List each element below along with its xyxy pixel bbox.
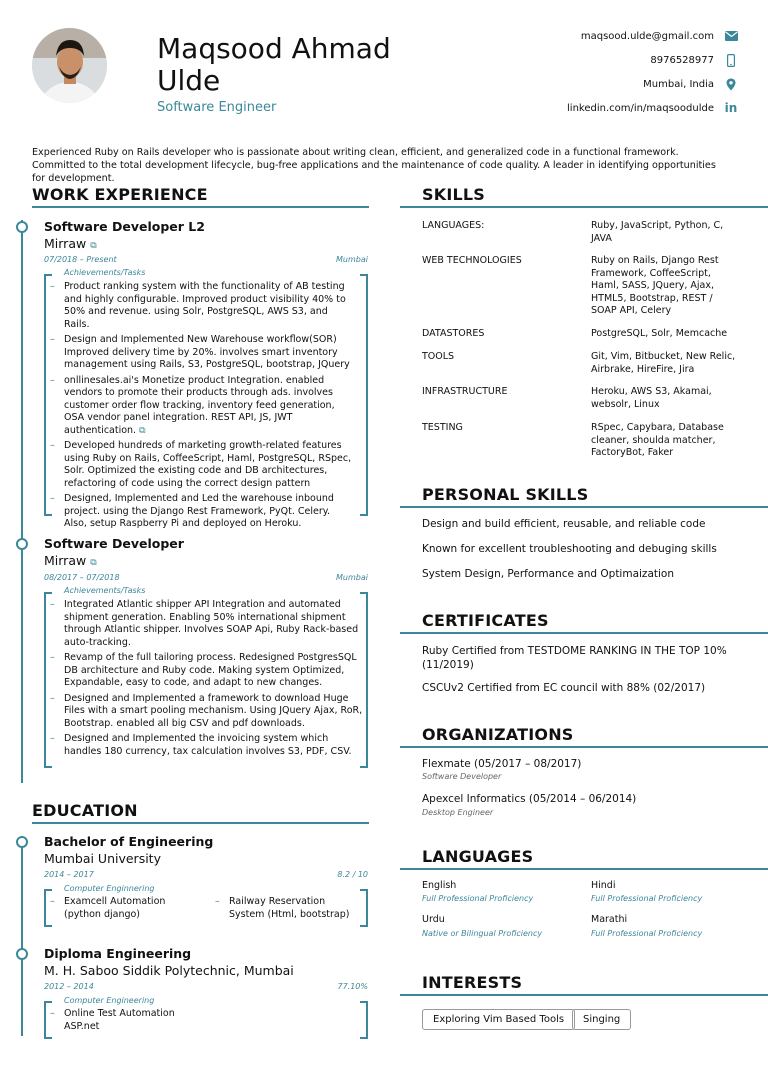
mail-icon xyxy=(724,29,738,43)
edu-2-degree: Diploma Engineering xyxy=(44,946,192,961)
job-2-title: Software Developer xyxy=(44,536,184,551)
skill-value: PostgreSQL, Solr, Memcache xyxy=(591,328,728,339)
personal-skills-heading: PERSONAL SKILLS xyxy=(422,485,589,504)
task-item: – Designed, Implemented and Led the warehouse inbound project. using the Django Rest Framework, PyQt. Celery. Also, setup Raspberry Pi and deployed on Heroku. xyxy=(44,493,354,531)
edu-2-sub: Computer Engineering xyxy=(64,996,155,1005)
education-heading: EDUCATION xyxy=(32,801,138,820)
edu-2-school: M. H. Saboo Siddik Polytechnic, Mumbai xyxy=(44,963,294,978)
name-line-2: Ulde xyxy=(157,64,221,97)
timeline-line xyxy=(21,836,23,1036)
timeline-dot xyxy=(16,836,28,848)
organizations-heading: ORGANIZATIONS xyxy=(422,725,574,744)
section-divider xyxy=(400,506,768,508)
job-1-tasks xyxy=(44,281,354,534)
language-name: Hindi xyxy=(591,880,616,891)
skill-label: TESTING xyxy=(422,422,463,433)
location-text: Mumbai, India xyxy=(643,79,714,90)
job-2-location: Mumbai xyxy=(336,573,368,582)
work-experience-heading: WORK EXPERIENCE xyxy=(32,185,208,204)
certificates-heading: CERTIFICATES xyxy=(422,611,549,630)
skill-value: RSpec, Capybara, Database cleaner, shoulda matcher, FactoryBot, Faker xyxy=(591,422,724,458)
name-line-1: Maqsood Ahmad xyxy=(157,32,391,65)
skill-value: Heroku, AWS S3, Akamai, websolr, Linux xyxy=(591,386,712,410)
language-level: Full Professional Proficiency xyxy=(422,894,534,903)
organization-role: Desktop Engineer xyxy=(422,808,494,817)
task-item xyxy=(44,375,354,438)
skill-label: INFRASTRUCTURE xyxy=(422,386,508,397)
section-divider xyxy=(400,994,768,996)
company-name: Mirraw xyxy=(44,553,87,568)
job-2-tasks xyxy=(44,599,364,761)
skill-value: Git, Vim, Bitbucket, New Relic, Airbrake, HireFire, Jira xyxy=(591,351,736,375)
phone-icon xyxy=(724,53,738,67)
edu-1-course-a xyxy=(44,896,174,924)
profile-photo xyxy=(32,28,107,103)
edu-1-course-b xyxy=(209,896,359,924)
edu-1-school: Mumbai University xyxy=(44,851,161,866)
phone-number: 8976528977 xyxy=(650,55,714,66)
edu-1-degree: Bachelor of Engineering xyxy=(44,834,214,849)
personal-skill-item: Design and build efficient, reusable, and reliable code xyxy=(422,518,706,530)
task-text: onllinesales.ai's Monetize product Integration. enabled vendors to promote their products through ads. involves customer order flow tracking, inventory feed generation, OSA vendor panel integration. REST API, JS, JWT authentication. xyxy=(64,374,335,436)
section-divider xyxy=(32,206,369,208)
job-1-company[interactable] xyxy=(44,236,97,251)
section-divider xyxy=(400,206,768,208)
location-pin-icon xyxy=(724,77,738,91)
interest-tag: Exploring Vim Based Tools xyxy=(422,1009,575,1030)
task-item: – Integrated Atlantic shipper API Integration and automated shipment generation. Enabling 50% international shipment through Atlantic shipper. Involves SOAP Api, Ruby Rack-based auto-tracking. xyxy=(44,599,364,649)
job-1-sub: Achievements/Tasks xyxy=(64,268,146,277)
timeline-dot xyxy=(16,948,28,960)
certificate-item: CSCUv2 Certified from EC council with 88% (02/2017) xyxy=(422,682,706,694)
edu-1-sub: Computer Enginnering xyxy=(64,884,155,893)
external-link-icon: ⧉ xyxy=(90,241,97,251)
interests-heading: INTERESTS xyxy=(422,973,523,992)
edu-2-grade: 77.10% xyxy=(337,982,368,991)
section-divider xyxy=(400,868,768,870)
summary: Experienced Ruby on Rails developer who is passionate about writing clean, efficient, and generalized code in a functional framework. Committed to the total development lifecycle, bug-free applications and the maintenance of code quality. A leader in identifying opportunities for development. xyxy=(32,147,716,184)
skill-value: Ruby, JavaScript, Python, C, JAVA xyxy=(591,220,724,244)
organization-name: Flexmate (05/2017 – 08/2017) xyxy=(422,758,582,770)
course-item: – Railway Reservation System (Html, bootstrap) xyxy=(209,896,359,921)
edu-1-grade: 8.2 / 10 xyxy=(337,870,368,879)
section-divider xyxy=(400,632,768,634)
personal-skill-item: Known for excellent troubleshooting and debuging skills xyxy=(422,543,717,555)
section-divider xyxy=(400,746,768,748)
bracket-right xyxy=(360,889,368,927)
skill-value: Ruby on Rails, Django Rest Framework, CoffeeScript, Haml, SASS, JQuery, Ajax, HTML5, Bootstrap, REST / SOAP API, Celery xyxy=(591,255,719,316)
organization-role: Software Developer xyxy=(422,772,502,781)
timeline-line xyxy=(21,220,23,783)
bracket-right xyxy=(360,274,368,516)
job-2-sub: Achievements/Tasks xyxy=(64,586,146,595)
organization-name: Apexcel Informatics (05/2014 – 06/2014) xyxy=(422,793,637,805)
company-name: Mirraw xyxy=(44,236,87,251)
language-name: Urdu xyxy=(422,914,445,925)
skill-label: WEB TECHNOLOGIES xyxy=(422,255,522,266)
skills-heading: SKILLS xyxy=(422,185,485,204)
skill-label: TOOLS xyxy=(422,351,455,362)
course-item: – Examcell Automation (python django) xyxy=(44,896,174,921)
edu-2-course xyxy=(44,1008,194,1036)
certificate-item: Ruby Certified from TESTDOME RANKING IN THE TOP 10% (11/2019) xyxy=(422,645,727,671)
external-link-icon[interactable]: ⧉ xyxy=(139,425,146,436)
language-level: Full Professional Proficiency xyxy=(591,929,703,938)
task-item: – Revamp of the full tailoring process. Redesigned PostgresSQL DB architecture and Ruby code. Making system Optimized, Expandable, easy to code, and adapt to new changes. xyxy=(44,652,364,690)
job-1-dates: 07/2018 – Present xyxy=(44,255,117,264)
linkedin-link[interactable]: linkedin.com/in/maqsoodulde xyxy=(567,103,714,114)
section-divider xyxy=(32,822,369,824)
email-link[interactable]: maqsood.ulde@gmail.com xyxy=(580,31,714,42)
language-level: Native or Bilingual Proficiency xyxy=(422,929,543,938)
job-1-title: Software Developer L2 xyxy=(44,219,205,234)
task-item: – Developed hundreds of marketing growth-related features using Ruby on Rails, CoffeeScript, Haml, PostgreSQL, RSpec, Solr. Optimized the existing code and DB architectures, refactoring of code using the correct design pattern xyxy=(44,440,354,490)
course-item: – Online Test Automation ASP.net xyxy=(44,1008,194,1033)
language-name: Marathi xyxy=(591,914,628,925)
timeline-dot xyxy=(16,221,28,233)
interest-tag: Singing xyxy=(572,1009,631,1030)
task-item: – Designed and Implemented a framework to download Huge Files with a smart pooling mechanism. Using JQuery Ajax, RoR, Bootstrap. enabled all big CSV and pdf downloads. xyxy=(44,693,364,731)
skill-label: DATASTORES xyxy=(422,328,485,339)
timeline-dot xyxy=(16,538,28,550)
task-item: – Design and Implemented New Warehouse workflow(SOR) Improved delivery time by 20%. involves smart inventory management using Rails, S3, PostgreSQL, bootstrap, JQuery xyxy=(44,334,354,372)
personal-skill-item: System Design, Performance and Optimaization xyxy=(422,568,674,580)
task-item: – Product ranking system with the functionality of AB testing and highly configurable. Improved product visibility 40% to 50% and revenue. using Solr, PostgreSQL, AWS S3, and Rails. xyxy=(44,281,354,331)
job-title: Software Engineer xyxy=(157,100,277,115)
job-2-company[interactable] xyxy=(44,553,97,568)
job-2-dates: 08/2017 – 07/2018 xyxy=(44,573,120,582)
language-level: Full Professional Proficiency xyxy=(591,894,703,903)
edu-1-dates: 2014 – 2017 xyxy=(44,870,94,879)
edu-2-dates: 2012 – 2014 xyxy=(44,982,94,991)
languages-heading: LANGUAGES xyxy=(422,847,534,866)
task-item: – Designed and Implemented the invoicing system which handles 180 currency, tax calculation involves S3, PDF, CSV. xyxy=(44,733,364,758)
bracket-right xyxy=(360,1001,368,1039)
linkedin-icon: in xyxy=(724,101,738,115)
external-link-icon: ⧉ xyxy=(90,558,97,568)
skill-label: LANGUAGES: xyxy=(422,220,485,231)
candidate-name xyxy=(157,33,391,97)
job-1-location: Mumbai xyxy=(336,255,368,264)
language-name: English xyxy=(422,880,457,891)
